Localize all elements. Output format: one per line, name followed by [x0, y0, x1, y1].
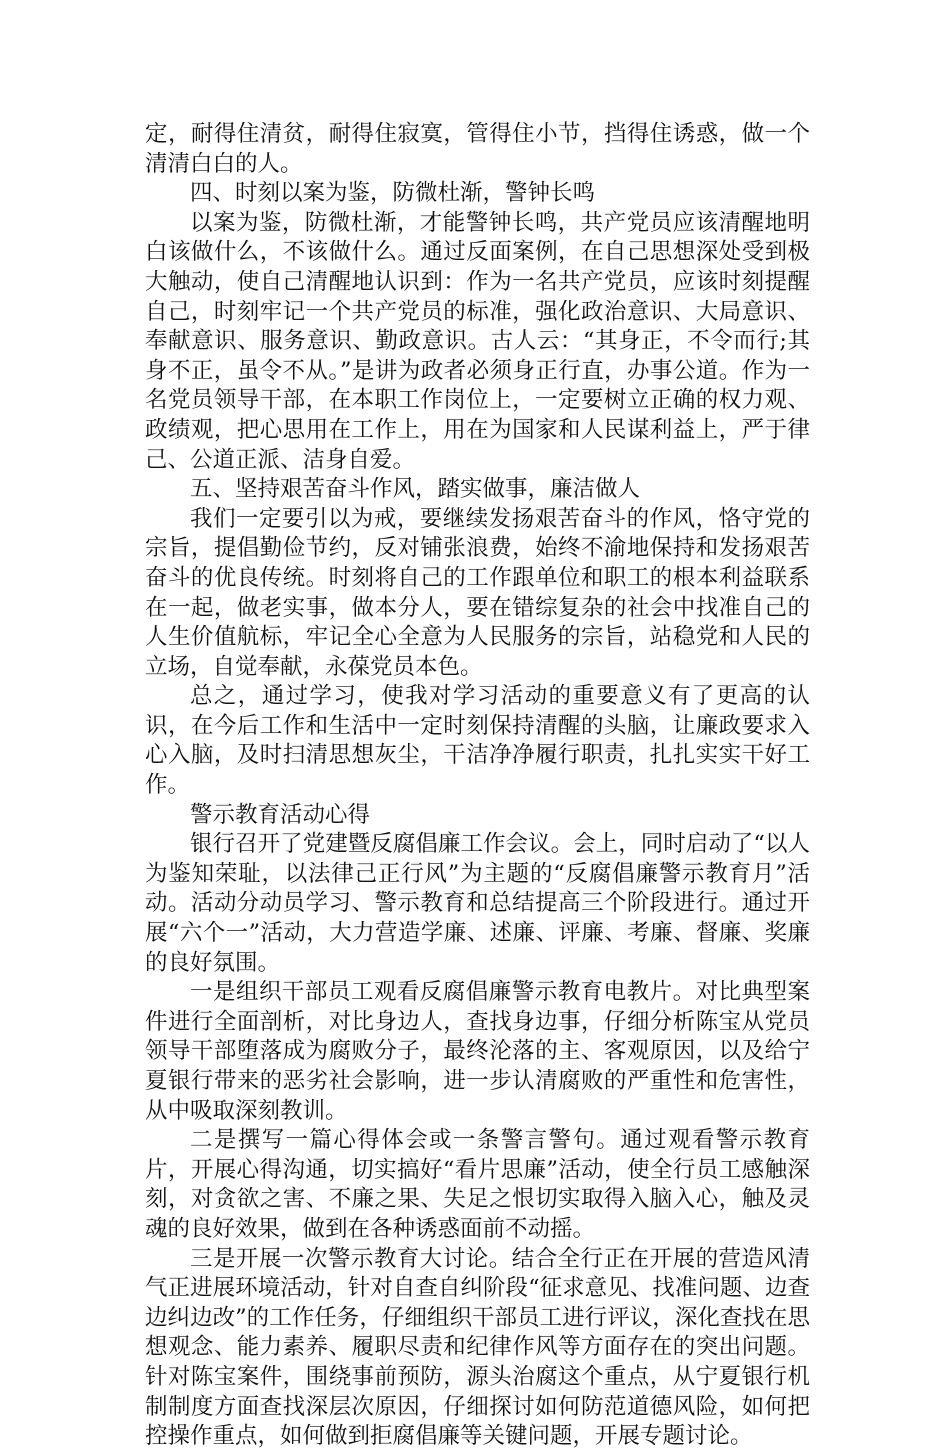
- paragraph-summary: 总之，通过学习，使我对学习活动的重要意义有了更高的认识，在今后工作和生活中一定时刻保持清醒的头脑，让廉政要求入心入脑，及时扫清思想灰尘，干洁净净履行职责，扎扎实实干好工作。: [145, 683, 810, 799]
- paragraph: 银行召开了党建暨反腐倡廉工作会议。会上，同时启动了“以人为鉴知荣耻，以法律己正行风”为主题的“反腐倡廉警示教育月”活动。活动分动员学习、警示教育和总结提高三个阶段进行。通过开展“六个一”活动，大力营造学廉、述廉、评廉、考廉、督廉、奖廉的良好氛围。: [145, 831, 810, 976]
- paragraph: 我们一定要引以为戒，要继续发扬艰苦奋斗的作风，恪守党的宗旨，提倡勤俭节约，反对铺张浪费，始终不渝地保持和发扬艰苦奋斗的优良传统。时刻将自己的工作跟单位和职工的根本利益联系在一起，做老实事，做本分人，要在错综复杂的社会中找准自己的人生价值航标，牢记全心全意为人民服务的宗旨，站稳党和人民的立场，自觉奉献，永葆党员本色。: [145, 505, 810, 680]
- document-body: [145, 120, 810, 1452]
- paragraph-continuation: 定，耐得住清贫，耐得住寂寞，管得住小节，挡得住诱惑，做一个清清白白的人。: [145, 121, 810, 177]
- paragraph: 三是开展一次警示教育大讨论。结合全行正在开展的营造风清气正进展环境活动，针对自查自纠阶段“征求意见、找准问题、边查边纠边改”的工作任务，仔细组织干部员工进行评议，深化查找在思想观念、能力素养、履职尽责和纪律作风等方面存在的突出问题。针对陈宝案件，围绕事前预防，源头治腐这个重点，从宁夏银行机制制度方面查找深层次原因，仔细探讨如何防范道德风险，如何把控操作重点，如何做到拒腐倡廉等关键问题，开展专题讨论。: [145, 1245, 810, 1450]
- paragraph: 以案为鉴，防微杜渐，才能警钟长鸣，共产党员应该清醒地明白该做什么，不该做什么。通过反面案例，在自己思想深处受到极大触动，使自己清醒地认识到：作为一名共产党员，应该时刻提醒自己，时刻牢记一个共产党员的标准，强化政治意识、大局意识、奉献意识、服务意识、勤政意识。古人云：“其身正，不令而行;其身不正，虽令不从。”是讲为政者必须身正行直，办事公道。作为一名党员领导干部，在本职工作岗位上，一定要树立正确的权力观、政绩观，把心思用在工作上，用在为国家和人民谋利益上，严于律己、公道正派、洁身自爱。: [145, 209, 810, 473]
- section-heading-4: 四、时刻以案为鉴，防微杜渐，警钟长鸣: [190, 180, 596, 207]
- paragraph: 一是组织干部员工观看反腐倡廉警示教育电教片。对比典型案件进行全面剖析，对比身边人，查找身边事，仔细分析陈宝从党员领导干部堕落成为腐败分子，最终沦落的主、客观原因，以及给宁夏银行带来的恶劣社会影响，进一步认清腐败的严重性和危害性，从中吸取深刻教训。: [145, 979, 810, 1124]
- paragraph: 二是撰写一篇心得体会或一条警言警句。通过观看警示教育片，开展心得沟通，切实搞好“看片思廉”活动，使全行员工感触深刻，对贪欲之害、不廉之果、失足之恨切实取得入脑入心，触及灵魂的良好效果，做到在各种诱惑面前不动摇。: [145, 1127, 810, 1242]
- section-heading-5: 五、坚持艰苦奋斗作风，踏实做事，廉洁做人: [190, 476, 641, 503]
- article-title: 警示教育活动心得: [190, 801, 371, 828]
